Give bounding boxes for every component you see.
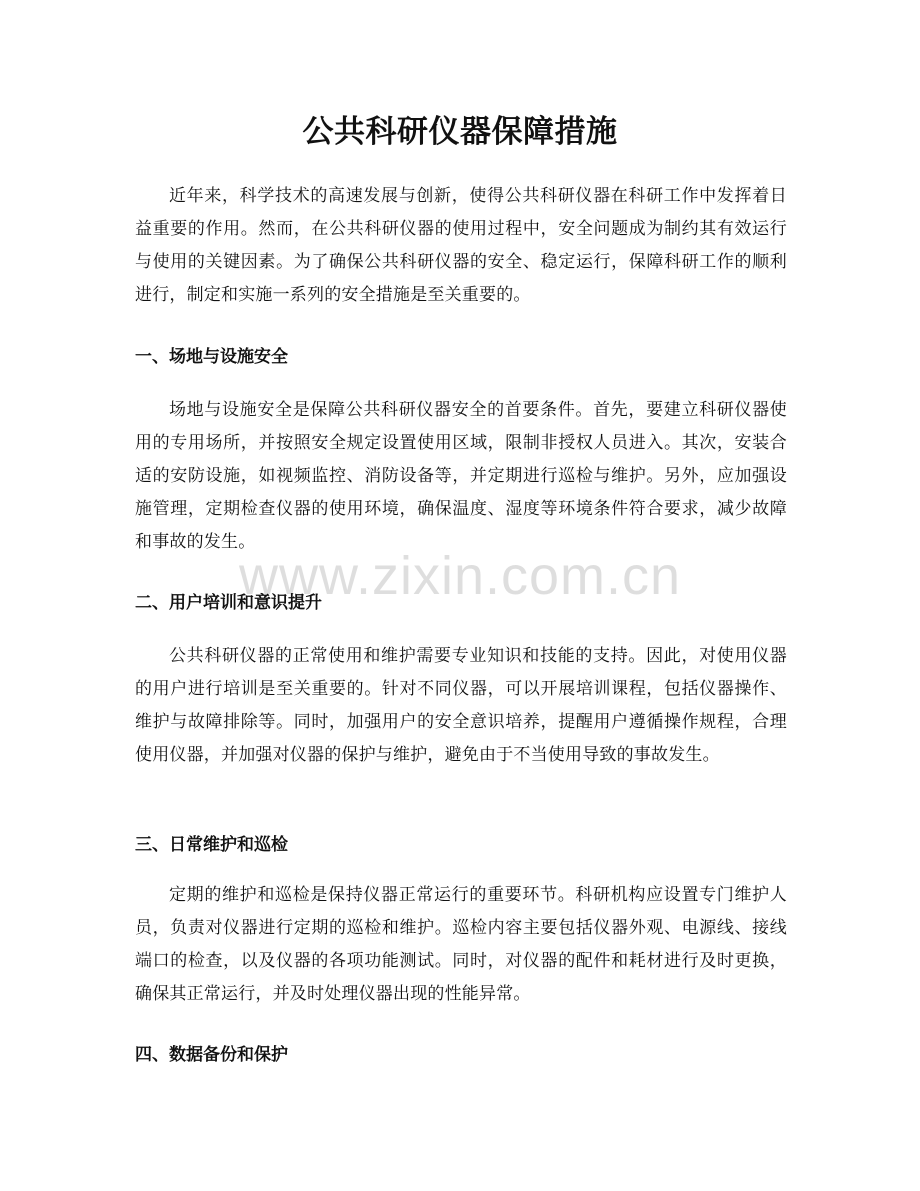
watermark: www.zixin.com.cn	[238, 546, 682, 606]
section-body-3: 定期的维护和巡检是保持仪器正常运行的重要环节。科研机构应设置专门维护人员，负责对仪器进行定期的巡检和维护。巡检内容主要包括仪器外观、电源线、接线端口的检查，以及仪器的各项功能测试。同时，对仪器的配件和耗材进行及时更换，确保其正常运行，并及时处理仪器出现的性能异常。	[135, 885, 787, 1004]
document-title: 公共科研仪器保障措施	[302, 114, 618, 150]
intro-paragraph: 近年来，科学技术的高速发展与创新，使得公共科研仪器在科研工作中发挥着日益重要的作用。然而，在公共科研仪器的使用过程中，安全问题成为制约其有效运行与使用的关键因素。为了确保公共科研仪器的安全、稳定运行，保障科研工作的顺利进行，制定和实施一系列的安全措施是至关重要的。	[135, 186, 787, 305]
section-body-2: 公共科研仪器的正常使用和维护需要专业知识和技能的支持。因此，对使用仪器的用户进行培训是至关重要的。针对不同仪器，可以开展培训课程，包括仪器操作、维护与故障排除等。同时，加强用户的安全意识培养，提醒用户遵循操作规程，合理使用仪器，并加强对仪器的保护与维护，避免由于不当使用导致的事故发生。	[135, 646, 787, 765]
section-heading-2: 二、用户培训和意识提升	[135, 593, 322, 613]
section-heading-4: 四、数据备份和保护	[135, 1045, 288, 1065]
section-heading-1: 一、场地与设施安全	[135, 347, 288, 367]
section-heading-3: 三、日常维护和巡检	[135, 835, 288, 855]
section-body-1: 场地与设施安全是保障公共科研仪器安全的首要条件。首先，要建立科研仪器使用的专用场所，并按照安全规定设置使用区域，限制非授权人员进入。其次，安装合适的安防设施，如视频监控、消防设备等，并定期进行巡检与维护。另外，应加强设施管理，定期检查仪器的使用环境，确保温度、湿度等环境条件符合要求，减少故障和事故的发生。	[135, 400, 787, 552]
